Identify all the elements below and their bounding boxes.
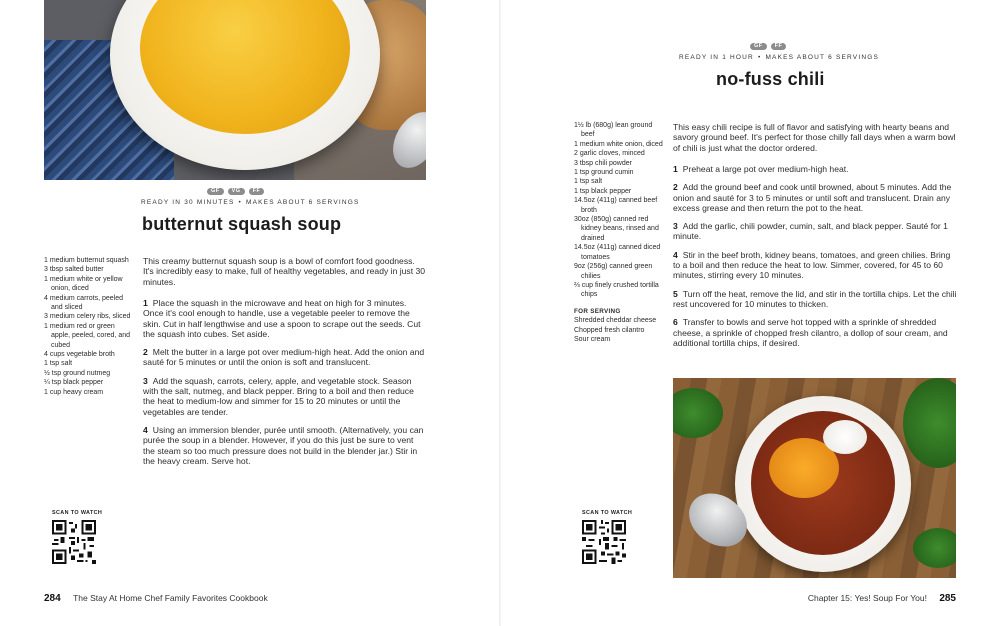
separator-dot: • [238, 199, 242, 206]
ingredient-item: 3 medium celery ribs, sliced [44, 313, 131, 321]
step-item [673, 250, 957, 281]
recipe-meta [679, 54, 879, 61]
no-fuss-chili-photo [673, 378, 956, 578]
step-item [143, 298, 427, 339]
ingredient-item: 4 cups vegetable broth [44, 351, 115, 359]
step-number: 6 [673, 317, 678, 328]
ready-time: READY IN 1 HOUR [679, 54, 754, 61]
ingredient-item: 30oz (850g) canned red kidney beans, rinsed and drained [574, 216, 659, 242]
step-number: 3 [673, 221, 678, 232]
steps-list [673, 164, 957, 356]
recipe-meta [141, 199, 360, 206]
recipe-intro: This creamy butternut squash soup is a bowl of comfort food goodness. It's incredibly easy to make, full of healthy vegetables, and ready in just 30 minutes. [143, 256, 426, 287]
step-number: 1 [143, 298, 148, 308]
ingredient-item: 1 tsp salt [44, 360, 73, 368]
step-item [673, 164, 957, 174]
right-page [500, 0, 1000, 626]
page-number: 285 [939, 593, 956, 604]
running-head: The Stay At Home Chef Family Favorites Cookbook [73, 593, 268, 603]
ingredient-item: 9oz (256g) canned green chilies [574, 263, 653, 280]
ingredient-item: 1 tsp black pepper [574, 187, 632, 195]
step-text: Stir in the beef broth, kidney beans, tomatoes, and green chilies. Bring to a boil and then reduce the heat to low. Simmer, covered, for 45 to 60 minutes, stirring every 10 minutes. [673, 249, 951, 281]
ingredient-item: 1 tsp ground cumin [574, 169, 634, 177]
serving-heading: FOR SERVING [574, 307, 621, 315]
step-text: Using an immersion blender, purée until smooth. (Alternatively, you can purée the soup in a blender. However, if you do this just be sure to vent the steam so too much pressure does not build in the blender jar.) Stir in the heavy cream. Serve hot. [143, 424, 424, 466]
badge-gluten-free: GF [207, 188, 224, 195]
step-text: Preheat a large pot over medium-high heat. [682, 164, 849, 174]
serving-item: Shredded cheddar cheese [574, 317, 657, 325]
ingredient-item: 3 tbsp salted butter [44, 266, 104, 274]
running-head: Chapter 15: Yes! Soup For You! [807, 593, 927, 603]
ready-time: READY IN 30 MINUTES [141, 199, 235, 206]
diet-badges [207, 188, 264, 195]
qr-code-icon[interactable] [582, 520, 626, 564]
ingredient-item: 1 medium butternut squash [44, 257, 129, 264]
step-text: Add the garlic, chili powder, cumin, salt, and black pepper. Sauté for 1 minute. [673, 221, 948, 242]
butternut-squash-soup-photo [44, 0, 426, 180]
recipe-intro: This easy chili recipe is full of flavor and satisfying with hearty beans and savory ground beef. It's perfect for those chilly fall days when a warm bowl of chili is just what the doctor ordered. [673, 122, 956, 153]
diet-badges [750, 43, 786, 50]
scan-to-watch [582, 510, 632, 569]
photo-sour-cream [823, 420, 867, 454]
step-item [673, 221, 957, 242]
step-text: Add the ground beef and cook until browned, about 5 minutes. Add the onion and sauté for 3 to 5 minutes or until soft and translucent. Drain any excess grease and then return the pot to the heat. [673, 182, 952, 213]
ingredient-item: 1 cup heavy cream [44, 388, 104, 396]
photo-cilantro [913, 528, 956, 568]
step-number: 5 [673, 288, 678, 299]
ingredient-item: 2 garlic cloves, minced [574, 150, 645, 158]
step-item [143, 347, 427, 368]
ingredient-item: ½ tsp ground nutmeg [44, 369, 111, 377]
ingredient-item: 1 medium white onion, diced [574, 140, 663, 148]
page-number: 284 [44, 593, 61, 604]
step-number: 1 [673, 164, 678, 174]
page-footer [44, 593, 268, 604]
scan-label: SCAN TO WATCH [582, 510, 633, 516]
step-item [143, 376, 427, 417]
step-number: 2 [143, 347, 148, 358]
badge-gluten-free: GF [750, 43, 767, 50]
page-footer [808, 593, 956, 604]
step-number: 2 [673, 182, 678, 193]
ingredient-item: 1 medium white or yellow onion, diced [44, 275, 123, 293]
step-number: 4 [143, 424, 148, 435]
step-item [673, 289, 957, 310]
qr-code-icon[interactable] [52, 520, 96, 564]
ingredient-item: ¼ tsp black pepper [44, 379, 104, 387]
ingredients-list [44, 256, 134, 397]
step-item [673, 182, 957, 213]
ingredient-item: 1½ lb (680g) lean ground beef [574, 122, 653, 139]
recipe-title: butternut squash soup [142, 214, 342, 234]
ingredient-item: 4 medium carrots, peeled and sliced [44, 294, 123, 312]
serving-item: Chopped fresh cilantro [574, 326, 645, 334]
servings: MAKES ABOUT 6 SERVINGS [765, 54, 880, 61]
ingredient-item: 1 medium red or green apple, peeled, cored, and cubed [44, 322, 131, 349]
ingredient-item: 14.5oz (411g) canned diced tomatoes [574, 244, 661, 261]
step-text: Transfer to bowls and serve hot topped with a sprinkle of shredded cheese, a sprinkle of chopped fresh cilantro, a dollop of sour cream, and additional tortilla chips, if desired. [673, 317, 948, 348]
step-text: Place the squash in the microwave and heat on high for 3 minutes. Once it's cool enough to handle, use a vegetable peeler to remove the skin. Cut in half lengthwise and use a spoon to scrape out the seeds. Cut the squash into cubes. Set aside. [143, 298, 421, 339]
badge-freezer-friendly: FF [771, 43, 787, 50]
badge-freezer-friendly: FF [249, 188, 265, 195]
step-text: Melt the butter in a large pot over medium-high heat. Add the onion and sauté for 5 minutes or until the onion is soft and translucent. [143, 347, 425, 368]
steps-list [143, 298, 427, 474]
step-number: 4 [673, 249, 678, 260]
recipe-title: no-fuss chili [716, 69, 825, 89]
step-text: Turn off the heat, remove the lid, and stir in the tortilla chips. Let the chili rest uncovered for 10 minutes to thicken. [673, 288, 957, 309]
step-number: 3 [143, 375, 148, 386]
scan-to-watch [52, 510, 102, 569]
ingredient-item: 3 tbsp chili powder [574, 159, 632, 167]
separator-dot: • [757, 54, 762, 61]
badge-vegetarian: VG [228, 188, 245, 195]
scan-label: SCAN TO WATCH [52, 510, 103, 516]
step-item [673, 317, 957, 348]
step-item [143, 425, 427, 466]
ingredient-item: 14.5oz (411g) canned beef broth [574, 197, 658, 214]
servings: MAKES ABOUT 6 SERVINGS [245, 199, 360, 206]
ingredients-list [574, 121, 664, 344]
ingredient-item: 1 tsp salt [574, 178, 603, 186]
serving-item: Sour cream [574, 335, 611, 343]
ingredient-item: ⅔ cup finely crushed tortilla chips [574, 281, 659, 299]
step-text: Add the squash, carrots, celery, apple, and vegetable stock. Season with the salt, nutmeg, and black pepper. Bring to a boil and then reduce the heat to medium-low and simmer for 15 to 20 minutes or until the vegetables are tender. [143, 375, 414, 417]
